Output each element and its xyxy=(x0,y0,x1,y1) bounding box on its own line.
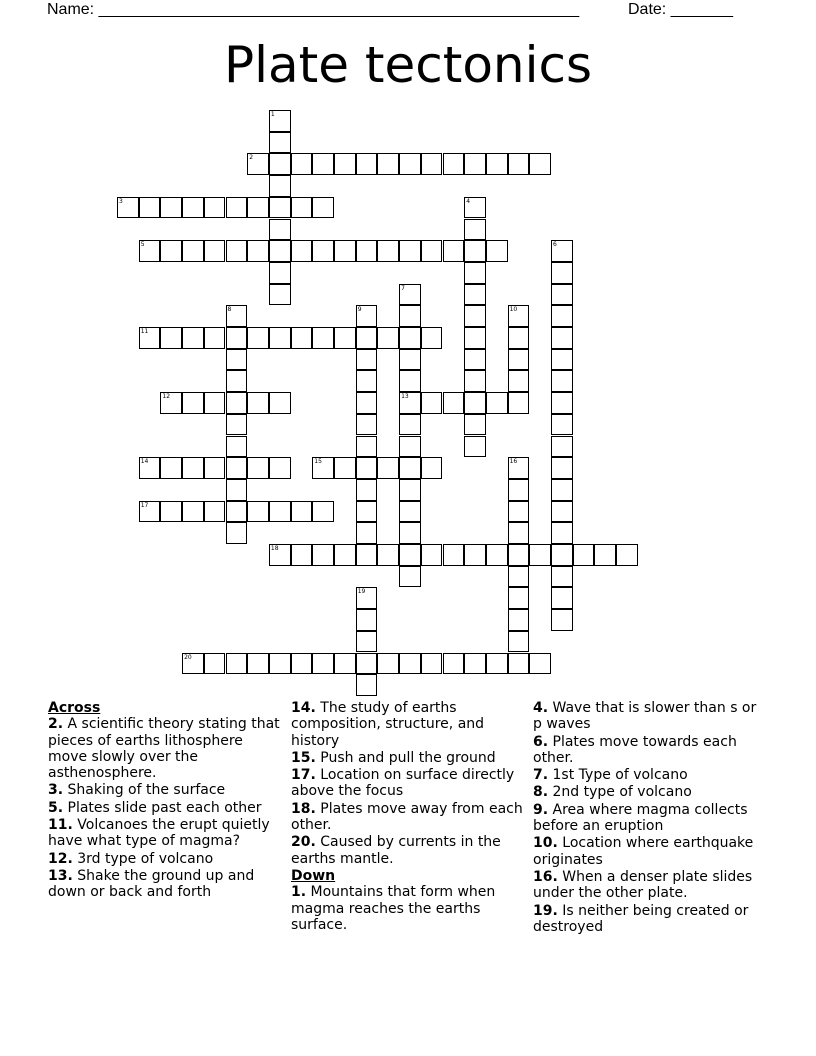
grid-cell[interactable] xyxy=(269,544,291,566)
grid-cell[interactable] xyxy=(399,436,421,458)
grid-cell[interactable] xyxy=(551,501,573,523)
grid-cell[interactable] xyxy=(399,284,421,306)
grid-cell[interactable] xyxy=(399,327,421,349)
clue-down-6: 6. Plates move towards each other. xyxy=(533,733,737,766)
clue-down-8: 8. 2nd type of volcano xyxy=(533,784,692,801)
grid-cell[interactable] xyxy=(399,153,421,175)
grid-cell[interactable] xyxy=(356,609,378,631)
grid-cell[interactable] xyxy=(399,414,421,436)
cell-number: 5 xyxy=(140,241,145,249)
grid-cell[interactable] xyxy=(182,457,204,479)
grid-cell[interactable] xyxy=(226,392,248,414)
grid-cell[interactable] xyxy=(377,457,399,479)
grid-cell[interactable] xyxy=(334,457,356,479)
grid-cell[interactable] xyxy=(204,197,226,219)
grid-cell[interactable] xyxy=(529,544,551,566)
grid-cell[interactable] xyxy=(443,653,465,675)
grid-cell[interactable] xyxy=(464,414,486,436)
grid-cell[interactable] xyxy=(312,457,334,479)
grid-cell[interactable] xyxy=(551,392,573,414)
grid-cell[interactable] xyxy=(247,392,269,414)
clue-across-20: 20. Caused by currents in the earths mantle. xyxy=(291,834,501,867)
grid-cell[interactable] xyxy=(226,522,248,544)
grid-cell[interactable] xyxy=(464,349,486,371)
grid-cell[interactable] xyxy=(551,522,573,544)
grid-cell[interactable] xyxy=(182,653,204,675)
grid-cell[interactable] xyxy=(399,240,421,262)
grid-cell[interactable] xyxy=(160,327,182,349)
clues-column-3 xyxy=(533,700,768,936)
cell-number: 20 xyxy=(184,653,192,661)
grid-cell[interactable] xyxy=(464,305,486,327)
clue-down-16: 16. When a denser plate slides under the other plate. xyxy=(533,868,753,902)
cell-number: 7 xyxy=(401,284,405,292)
grid-cell[interactable] xyxy=(508,522,530,544)
grid-cell[interactable] xyxy=(356,674,378,696)
grid-cell[interactable] xyxy=(399,349,421,371)
grid-cell[interactable] xyxy=(421,240,443,262)
grid-cell[interactable] xyxy=(269,240,291,262)
grid-cell[interactable] xyxy=(291,501,313,523)
grid-cell[interactable] xyxy=(269,110,291,132)
cell-number: 9 xyxy=(357,306,362,314)
cell-number: 17 xyxy=(140,501,149,509)
grid-cell[interactable] xyxy=(551,609,573,631)
clue-across-17: 17. Location on surface directly above the focus xyxy=(291,767,515,800)
grid-cell[interactable] xyxy=(291,544,313,566)
grid-cell[interactable] xyxy=(486,544,508,566)
grid-cell[interactable] xyxy=(269,219,291,241)
grid-cell[interactable] xyxy=(334,240,356,262)
grid-cell[interactable] xyxy=(508,327,530,349)
grid-cell[interactable] xyxy=(226,479,248,501)
clue-down-7: 7. 1st Type of volcano xyxy=(533,767,688,784)
grid-cell[interactable] xyxy=(182,240,204,262)
grid-cell[interactable] xyxy=(508,544,530,566)
grid-cell[interactable] xyxy=(464,153,486,175)
grid-cell[interactable] xyxy=(399,370,421,392)
grid-cell[interactable] xyxy=(356,501,378,523)
cell-number: 1 xyxy=(270,111,275,118)
grid-cell[interactable] xyxy=(182,392,204,414)
grid-cell[interactable] xyxy=(551,370,573,392)
grid-cell[interactable] xyxy=(291,197,313,219)
cell-number: 2 xyxy=(249,154,254,162)
grid-cell[interactable] xyxy=(464,370,486,392)
grid-cell[interactable] xyxy=(160,197,182,219)
grid-cell[interactable] xyxy=(551,414,573,436)
grid-cell[interactable] xyxy=(551,262,573,284)
grid-cell[interactable] xyxy=(204,240,226,262)
grid-cell[interactable] xyxy=(312,544,334,566)
grid-cell[interactable] xyxy=(443,240,465,262)
grid-cell[interactable] xyxy=(226,653,248,675)
page-title: Plate tectonics xyxy=(223,36,593,94)
cell-number: 10 xyxy=(509,306,518,314)
cell-number: 18 xyxy=(270,545,279,552)
clues-column-2 xyxy=(291,700,526,934)
grid-cell[interactable] xyxy=(464,327,486,349)
grid-cell[interactable] xyxy=(160,240,182,262)
grid-cell[interactable] xyxy=(508,501,530,523)
grid-cell[interactable] xyxy=(399,566,421,588)
grid-cell[interactable] xyxy=(312,327,334,349)
grid-cell[interactable] xyxy=(226,197,248,219)
grid-cell[interactable] xyxy=(486,240,508,262)
grid-cell[interactable] xyxy=(356,653,378,675)
clue-across-13: 13. Shake the ground up and down or back and forth xyxy=(48,867,255,901)
grid-cell[interactable] xyxy=(551,349,573,371)
grid-cell[interactable] xyxy=(464,197,486,219)
clue-down-1: 1. Mountains that form when magma reaches the earths surface. xyxy=(291,884,496,933)
grid-cell[interactable] xyxy=(573,544,595,566)
grid-cell[interactable] xyxy=(508,370,530,392)
grid-cell[interactable] xyxy=(421,544,443,566)
grid-cell[interactable] xyxy=(226,414,248,436)
down-heading: Down xyxy=(291,867,336,884)
grid-cell[interactable] xyxy=(356,631,378,653)
grid-cell[interactable] xyxy=(139,457,161,479)
grid-cell[interactable] xyxy=(464,240,486,262)
grid-cell[interactable] xyxy=(421,392,443,414)
date-field-label: Date: _______ xyxy=(628,1,733,18)
grid-cell[interactable] xyxy=(269,132,291,154)
grid-cell[interactable] xyxy=(160,501,182,523)
grid-cell[interactable] xyxy=(508,653,530,675)
grid-cell[interactable] xyxy=(247,240,269,262)
grid-cell[interactable] xyxy=(551,436,573,458)
grid-cell[interactable] xyxy=(508,153,530,175)
grid-cell[interactable] xyxy=(486,153,508,175)
grid-cell[interactable] xyxy=(204,501,226,523)
grid-cell[interactable] xyxy=(226,370,248,392)
cell-number: 12 xyxy=(162,393,171,401)
grid-cell[interactable] xyxy=(551,305,573,327)
grid-cell[interactable] xyxy=(291,327,313,349)
grid-cell[interactable] xyxy=(356,240,378,262)
grid-cell[interactable] xyxy=(356,370,378,392)
grid-cell[interactable] xyxy=(421,327,443,349)
grid-cell[interactable] xyxy=(464,392,486,414)
grid-cell[interactable] xyxy=(464,219,486,241)
cell-number: 8 xyxy=(227,306,232,314)
grid-cell[interactable] xyxy=(508,609,530,631)
grid-cell[interactable] xyxy=(356,349,378,371)
grid-cell[interactable] xyxy=(464,436,486,458)
grid-cell[interactable] xyxy=(269,175,291,197)
grid-cell[interactable] xyxy=(486,653,508,675)
grid-cell[interactable] xyxy=(508,392,530,414)
grid-cell[interactable] xyxy=(204,457,226,479)
grid-cell[interactable] xyxy=(160,392,182,414)
grid-cell[interactable] xyxy=(421,153,443,175)
grid-cell[interactable] xyxy=(356,436,378,458)
grid-cell[interactable] xyxy=(269,197,291,219)
grid-cell[interactable] xyxy=(139,327,161,349)
cell-number: 4 xyxy=(466,197,471,205)
grid-cell[interactable] xyxy=(291,653,313,675)
grid-cell[interactable] xyxy=(182,501,204,523)
grid-cell[interactable] xyxy=(269,262,291,284)
cell-number: 16 xyxy=(509,458,518,466)
cell-number: 14 xyxy=(140,458,149,466)
grid-cell[interactable] xyxy=(269,457,291,479)
grid-cell[interactable] xyxy=(356,153,378,175)
grid-cell[interactable] xyxy=(508,479,530,501)
grid-cell[interactable] xyxy=(356,522,378,544)
grid-cell[interactable] xyxy=(139,501,161,523)
grid-cell[interactable] xyxy=(356,479,378,501)
grid-cell[interactable] xyxy=(356,587,378,609)
grid-cell[interactable] xyxy=(377,153,399,175)
grid-cell[interactable] xyxy=(356,305,378,327)
clue-across-15: 15. Push and pull the ground xyxy=(291,749,496,766)
grid-cell[interactable] xyxy=(269,153,291,175)
cell-number: 13 xyxy=(401,393,409,401)
grid-cell[interactable] xyxy=(334,153,356,175)
grid-cell[interactable] xyxy=(464,544,486,566)
grid-cell[interactable] xyxy=(551,284,573,306)
clue-across-18: 18. Plates move away from each other. xyxy=(291,800,523,834)
grid-cell[interactable] xyxy=(226,240,248,262)
grid-cell[interactable] xyxy=(508,566,530,588)
grid-cell[interactable] xyxy=(594,544,616,566)
grid-cell[interactable] xyxy=(399,653,421,675)
clue-down-9: 9. Area where magma collects before an eruption xyxy=(533,801,748,835)
grid-cell[interactable] xyxy=(269,501,291,523)
grid-cell[interactable] xyxy=(529,153,551,175)
grid-cell[interactable] xyxy=(399,392,421,414)
grid-cell[interactable] xyxy=(312,153,334,175)
clue-across-12: 12. 3rd type of volcano xyxy=(48,850,214,867)
grid-cell[interactable] xyxy=(226,457,248,479)
grid-cell[interactable] xyxy=(117,197,139,219)
cell-number: 11 xyxy=(140,328,149,335)
grid-cell[interactable] xyxy=(551,240,573,262)
grid-cell[interactable] xyxy=(399,522,421,544)
grid-cell[interactable] xyxy=(464,653,486,675)
cell-number: 3 xyxy=(119,197,123,205)
grid-cell[interactable] xyxy=(247,197,269,219)
grid-cell[interactable] xyxy=(551,457,573,479)
grid-cell[interactable] xyxy=(182,197,204,219)
grid-cell[interactable] xyxy=(551,587,573,609)
clue-down-19: 19. Is neither being created or destroyed xyxy=(533,902,749,935)
grid-cell[interactable] xyxy=(204,327,226,349)
grid-cell[interactable] xyxy=(356,414,378,436)
clue-down-10: 10. Location where earthquake originates xyxy=(533,835,754,868)
grid-cell[interactable] xyxy=(377,240,399,262)
grid-cell[interactable] xyxy=(529,653,551,675)
grid-cell[interactable] xyxy=(508,349,530,371)
across-heading: Across xyxy=(48,700,101,716)
clue-across-11: 11. Volcanoes the erupt quietly have what type of magma? xyxy=(48,817,270,850)
grid-cell[interactable] xyxy=(464,262,486,284)
grid-cell[interactable] xyxy=(269,653,291,675)
clue-down-4: 4. Wave that is slower than s or p waves xyxy=(533,700,757,733)
grid-cell[interactable] xyxy=(399,305,421,327)
grid-cell[interactable] xyxy=(139,240,161,262)
grid-cell[interactable] xyxy=(616,544,638,566)
grid-cell[interactable] xyxy=(312,653,334,675)
grid-cell[interactable] xyxy=(312,501,334,523)
grid-cell[interactable] xyxy=(334,327,356,349)
grid-cell[interactable] xyxy=(443,544,465,566)
grid-cell[interactable] xyxy=(356,392,378,414)
grid-cell[interactable] xyxy=(486,392,508,414)
cell-number: 6 xyxy=(553,241,557,249)
grid-cell[interactable] xyxy=(551,479,573,501)
grid-cell[interactable] xyxy=(226,501,248,523)
cell-number: 19 xyxy=(357,588,366,596)
grid-cell[interactable] xyxy=(204,653,226,675)
clue-across-5: 5. Plates slide past each other xyxy=(48,799,262,816)
grid-cell[interactable] xyxy=(551,566,573,588)
clue-across-2: 2. A scientific theory stating that pieces of earths lithosphere move slowly over the asthenosphere. xyxy=(48,716,280,782)
grid-cell[interactable] xyxy=(269,284,291,306)
grid-cell[interactable] xyxy=(247,327,269,349)
grid-cell[interactable] xyxy=(226,305,248,327)
grid-cell[interactable] xyxy=(312,197,334,219)
grid-cell[interactable] xyxy=(443,153,465,175)
grid-cell[interactable] xyxy=(399,544,421,566)
cell-number: 15 xyxy=(314,458,322,466)
grid-cell[interactable] xyxy=(204,392,226,414)
grid-cell[interactable] xyxy=(139,197,161,219)
grid-cell[interactable] xyxy=(551,544,573,566)
grid-cell[interactable] xyxy=(377,653,399,675)
grid-cell[interactable] xyxy=(269,327,291,349)
grid-cell[interactable] xyxy=(377,327,399,349)
grid-cell[interactable] xyxy=(508,305,530,327)
grid-cell[interactable] xyxy=(356,327,378,349)
grid-cell[interactable] xyxy=(508,631,530,653)
grid-cell[interactable] xyxy=(356,544,378,566)
grid-cell[interactable] xyxy=(160,457,182,479)
grid-cell[interactable] xyxy=(399,479,421,501)
grid-cell[interactable] xyxy=(334,653,356,675)
grid-cell[interactable] xyxy=(226,349,248,371)
clue-across-14: 14. The study of earths composition, structure, and history xyxy=(291,700,485,749)
grid-cell[interactable] xyxy=(443,392,465,414)
grid-cell[interactable] xyxy=(247,501,269,523)
grid-cell[interactable] xyxy=(464,284,486,306)
grid-cell[interactable] xyxy=(508,587,530,609)
grid-cell[interactable] xyxy=(421,457,443,479)
grid-cell[interactable] xyxy=(399,457,421,479)
grid-cell[interactable] xyxy=(312,240,334,262)
clues-column-1 xyxy=(48,700,283,902)
grid-cell[interactable] xyxy=(508,457,530,479)
grid-cell[interactable] xyxy=(226,436,248,458)
grid-cell[interactable] xyxy=(247,153,269,175)
grid-cell[interactable] xyxy=(421,653,443,675)
grid-cell[interactable] xyxy=(356,457,378,479)
grid-cell[interactable] xyxy=(291,153,313,175)
grid-cell[interactable] xyxy=(334,544,356,566)
grid-cell[interactable] xyxy=(247,653,269,675)
grid-cell[interactable] xyxy=(269,392,291,414)
grid-cell[interactable] xyxy=(399,501,421,523)
clue-across-3: 3. Shaking of the surface xyxy=(48,782,226,799)
grid-cell[interactable] xyxy=(182,327,204,349)
grid-cell[interactable] xyxy=(377,544,399,566)
name-field-label: Name: ______________________________________________________ xyxy=(47,1,580,18)
grid-cell[interactable] xyxy=(551,327,573,349)
grid-cell[interactable] xyxy=(247,457,269,479)
grid-cell[interactable] xyxy=(226,327,248,349)
grid-cell[interactable] xyxy=(291,240,313,262)
